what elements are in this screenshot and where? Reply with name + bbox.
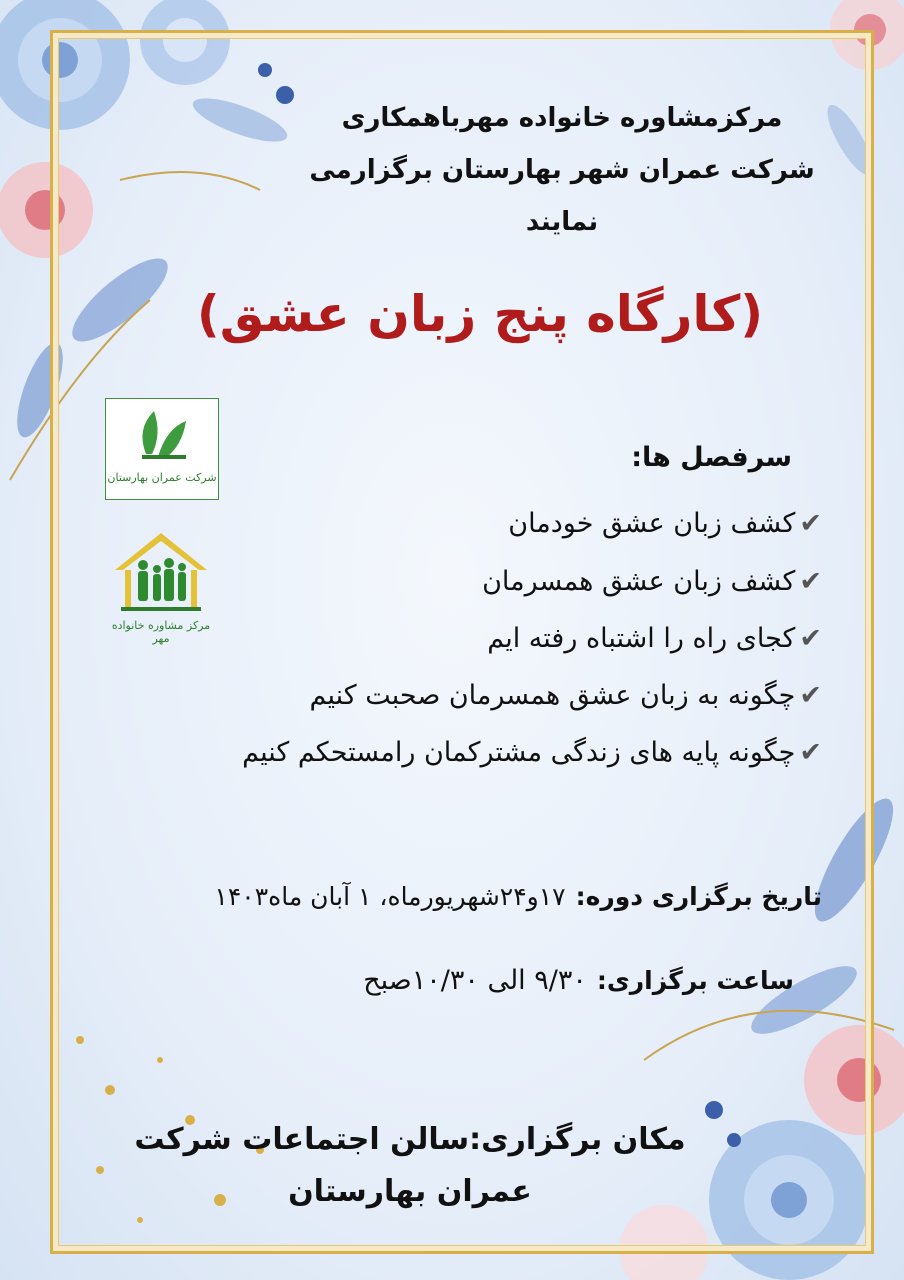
intro-line-1: مرکزمشاوره خانواده مهرباهمکاری	[341, 103, 783, 133]
event-venue	[80, 1114, 740, 1218]
date-label: تاریخ برگزاری دوره:	[575, 882, 822, 911]
check-icon: ✔	[799, 623, 822, 654]
check-icon: ✔	[799, 680, 822, 711]
intro-line-3: نمایند	[525, 207, 599, 237]
leaf-logo-icon	[106, 399, 218, 469]
intro-text	[302, 92, 822, 248]
venue-line-2: عمران بهارستان	[288, 1174, 532, 1209]
counseling-center-logo	[105, 525, 217, 645]
check-icon: ✔	[799, 737, 822, 768]
family-house-logo-icon	[105, 525, 217, 617]
counseling-logo-caption: مرکز مشاوره خانواده مهر	[111, 619, 211, 645]
workshop-title: (کارگاه پنج زبان عشق)	[196, 285, 764, 343]
topic-text: کجای راه را اشتباه رفته ایم	[487, 623, 796, 654]
check-icon: ✔	[799, 566, 822, 597]
topic-text: کشف زبان عشق خودمان	[508, 508, 796, 539]
intro-line-2: شرکت عمران شهر بهارستان برگزارمی	[309, 155, 815, 185]
topic-text: چگونه به زبان عشق همسرمان صحبت کنیم	[309, 680, 796, 711]
topic-item	[242, 737, 822, 768]
topic-text: چگونه پایه های زندگی مشترکمان رامستحکم کنیم	[242, 737, 796, 768]
topic-item	[482, 566, 822, 597]
check-icon: ✔	[799, 508, 822, 539]
topics-heading: سرفصل ها:	[631, 442, 792, 473]
event-time	[363, 965, 794, 996]
company-logo	[105, 398, 219, 500]
time-value: ۹/۳۰ الی ۱۰/۳۰صبح	[363, 965, 587, 996]
event-date	[214, 882, 822, 911]
company-logo-caption: شرکت عمران بهارستان	[107, 471, 217, 484]
topic-item	[310, 680, 822, 711]
time-label: ساعت برگزاری:	[596, 966, 794, 995]
venue-line-1: مکان برگزاری:سالن اجتماعات شرکت	[134, 1122, 686, 1157]
date-value: ۱۷و۲۴شهریورماه، ۱ آبان ماه۱۴۰۳	[214, 882, 566, 911]
topic-item	[508, 508, 822, 539]
topic-text: کشف زبان عشق همسرمان	[482, 566, 796, 597]
topic-item	[487, 623, 822, 654]
